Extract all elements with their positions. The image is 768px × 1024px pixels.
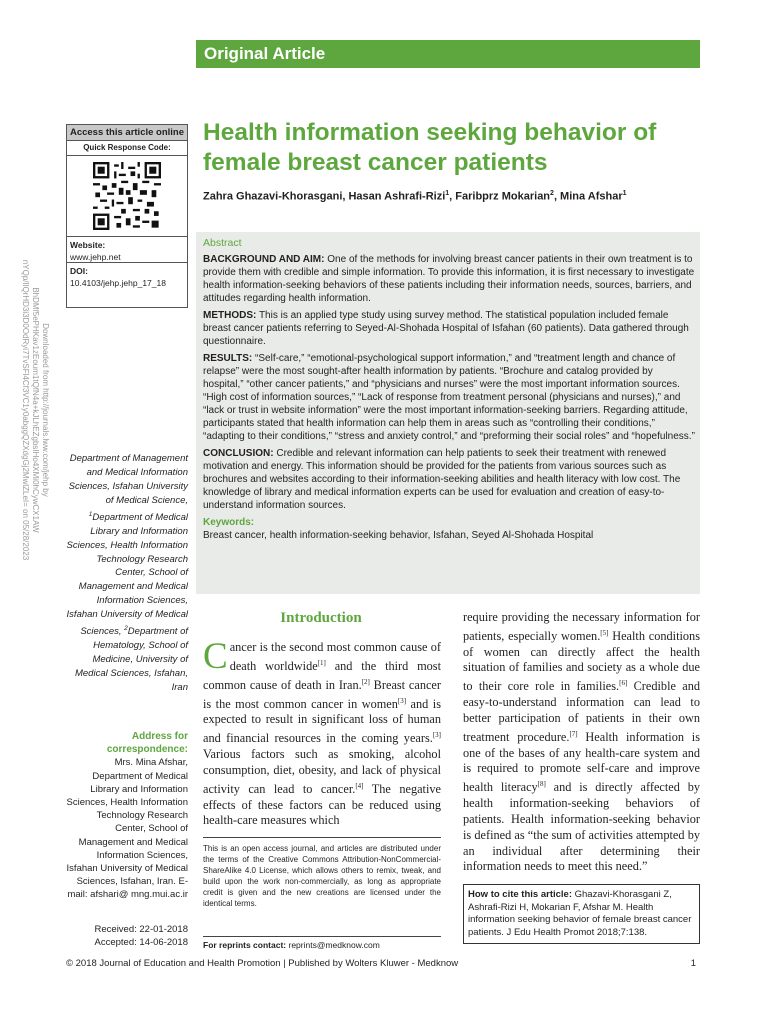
- affil-ref: 1: [622, 190, 627, 197]
- section-text: Credible and relevant information can help patients to seek their treatment with renewed motivation and energy. This information should be provided for the patients from various sources such as brochures and websites according to their information-seeking abilities and health literacy with low cost. The knowledge of library and medical information experts can be used for evaluation and creation of easy-to-understand information sources.: [203, 448, 681, 511]
- qr-label: Quick Response Code:: [67, 141, 187, 156]
- article-type-banner: Original Article: [196, 40, 700, 68]
- section-text: “Self-care,” “emotional-psychological support information,” and “treatment length and chance of relapse” were the most sought-after health information by patients. “Brochure and catalog provided by hospital,” “other cancer patients,” and “physicians and nurses” were the most important information sources. “High cost of information sources,” “Lack of response from treatment personal (physicians and nurses),” and “lack or trust in website information” were the most important information-seeking barriers. Regarding attitude, participants stated that health information can help them in areas such as “controlling their conditions,” “adapting to their conditions,” “stress and anxiety control,” and “preforming their social roles” and “hopefulness.”: [203, 353, 695, 442]
- affil-ref: 1: [88, 510, 93, 518]
- download-watermark: Downloaded from http://journals.lww.com/jehp by BhDMf5ePHKav1zEoum1tQfN4a+kJLhEZgbsIHo4XMi0hCywCX1AW nYQp/IlQrHD3i3D0OdRyi7TvSFl4Cf3VC1y0abggQZXdgGj2MwlZLeI= on 05/28/2023: [21, 259, 50, 561]
- intro-text: The negative effects of these factors can be reduced using health-care measures which: [203, 781, 441, 828]
- cite-label: How to cite this article:: [468, 889, 572, 900]
- section-text: This is an applied type study using survey method. The statistical population included female breast cancer patients referring to Seyed-Al-Shohada Hospital of Isfahan (60 patients). Data gathered through questionnaire.: [203, 310, 689, 347]
- affiliations: [66, 452, 188, 695]
- intro-text: and the third most common cause of death in Iran.: [203, 658, 442, 692]
- access-online-box: [66, 124, 188, 308]
- citation-ref[interactable]: [7]: [569, 729, 578, 738]
- reprints-label: For reprints contact:: [203, 940, 287, 950]
- affil-ref: 2: [124, 625, 128, 633]
- qr-code-area: [67, 156, 187, 237]
- qr-code-icon[interactable]: [93, 162, 161, 230]
- author-names: , Faribprz Mokarian: [449, 190, 551, 203]
- reprints-email[interactable]: reprints@medknow.com: [286, 940, 380, 950]
- intro-text: ancer is the second most common cause of death worldwide: [229, 640, 441, 673]
- intro-text: Various factors such as smoking, alcohol consumption, diet, obesity, and lack of physical activity can lead to cancer.: [203, 747, 441, 796]
- access-box-title: Access this article online: [67, 125, 187, 141]
- page-number: 1: [690, 958, 696, 969]
- citation-ref[interactable]: [3]: [432, 731, 441, 740]
- section-label: METHODS:: [203, 310, 257, 321]
- citation-ref[interactable]: [1]: [317, 658, 326, 667]
- affil-ref: 1: [445, 190, 450, 197]
- article-dates: [66, 923, 188, 949]
- website-link[interactable]: www.jehp.net: [70, 252, 121, 262]
- website-block: [67, 237, 187, 263]
- received-date: Received: 22-01-2018: [94, 924, 188, 935]
- reprints-contact: [203, 936, 441, 950]
- abstract-heading: Abstract: [203, 237, 242, 249]
- introduction-heading: Introduction: [280, 610, 362, 626]
- citation-ref[interactable]: [4]: [355, 781, 364, 790]
- accepted-date: Accepted: 14-06-2018: [94, 937, 188, 948]
- intro-text: Breast cancer is the most common cancer in women: [203, 677, 441, 711]
- drop-cap: C: [203, 636, 228, 677]
- section-label: BACKGROUND AND AIM:: [203, 254, 325, 265]
- intro-text: and is expected to result in significant loss of human and financial resources in the coming years.: [203, 696, 441, 746]
- affil-text: Department of Management and Medical Information Sciences, Isfahan University of Medical Science,: [68, 453, 188, 506]
- abstract-methods: [203, 309, 695, 348]
- affil-ref: 2: [550, 190, 554, 197]
- correspondence-address: [66, 730, 188, 902]
- citation-ref[interactable]: [6]: [619, 679, 628, 688]
- affil-text: Department of Medical Library and Information Sciences, Health Information Technology Research Center, School of Management and Medical Information Sciences, Isfahan University of Medical Sciences,: [66, 511, 188, 638]
- author-names: Zahra Ghazavi-Khorasgani, Hasan Ashrafi-Rizi: [203, 190, 446, 203]
- doi-label: DOI:: [70, 266, 88, 276]
- correspondence-heading: Address for correspondence:: [106, 731, 188, 756]
- correspondence-body: Mrs. Mina Afshar, Department of Medical Library and Information Sciences, Health Information Technology Research Center, School of Management and Medical Information Sciences, Isfahan University of Medical Sciences, Isfahan, Iran. E-mail: afshari@ mng.mui.ac.ir: [66, 757, 188, 901]
- abstract-background: [203, 253, 695, 305]
- open-access-notice: This is an open access journal, and articles are distributed under the terms of the Creative Commons Attribution-NonCommercial-ShareAlike 4.0 License, which allows others to remix, tweak, and build upon the work non-commercially, as long as appropriate credit is given and the new creations are licensed under the identical terms.: [203, 837, 441, 909]
- intro-column-left: [203, 636, 442, 829]
- intro-text: and is directly affected by health information-seeking behaviors of patients. Health information-seeking behavior is defined as “the sum of activities attempted by an individual after determining their information needs to meet this need.”: [463, 780, 700, 874]
- footer-text: © 2018 Journal of Education and Health Promotion | Published by Wolters Kluwer - Medknow: [66, 958, 459, 969]
- author-list: [203, 190, 703, 203]
- doi-value[interactable]: 10.4103/jehp.jehp_17_18: [70, 278, 166, 288]
- website-label: Website:: [70, 240, 106, 250]
- abstract-panel: [196, 232, 700, 594]
- section-label: RESULTS:: [203, 353, 253, 364]
- citation-box: [463, 884, 700, 944]
- intro-text: require providing the necessary information for patients, especially women.: [463, 610, 700, 643]
- intro-column-right: [463, 610, 700, 875]
- citation-ref[interactable]: [2]: [361, 677, 370, 686]
- citation-ref[interactable]: [5]: [600, 628, 609, 637]
- abstract-results: [203, 352, 695, 443]
- intro-text: Health information is one of the bases of any health-care system and is required to promote self-care and improve health literacy: [463, 729, 700, 795]
- intro-text: Credible and easy-to-understand information can lead to better participation of patients in their own treatment procedure.: [463, 679, 700, 744]
- article-title: Health information seeking behavior of female breast cancer patients: [203, 119, 657, 176]
- doi-block: [67, 263, 187, 291]
- section-text: One of the methods for involving breast cancer patients in their own treatment is to provide them with credible and simple information. To provide this information, it is first necessary to investigate health information-seeking behaviors of these patients including their information needs, sources, barriers, and attitudes regarding health information.: [203, 254, 695, 304]
- intro-text: Health conditions of women can directly affect the health situation of families and society as a whole due to their core role in families.: [463, 628, 700, 694]
- author-names: , Mina Afshar: [553, 190, 623, 203]
- keywords-text: Breast cancer, health information-seeking behavior, Isfahan, Seyed Al-Shohada Hospital: [203, 530, 594, 541]
- affil-text: Department of Hematology, School of Medicine, University of Medical Sciences, Isfahan, Iran: [74, 626, 188, 693]
- citation-ref[interactable]: [3]: [397, 696, 407, 705]
- abstract-conclusion: [203, 447, 695, 512]
- citation-ref[interactable]: [8]: [537, 780, 546, 789]
- cite-text: Ghazavi-Khorasgani Z, Ashrafi-Rizi H, Mokarian F, Afshar M. Health information seeking behavior of female breast cancer patients. J Edu Health Promot 2018;7:138.: [468, 889, 692, 938]
- keywords-label: Keywords:: [203, 517, 255, 528]
- section-label: CONCLUSION:: [203, 448, 274, 459]
